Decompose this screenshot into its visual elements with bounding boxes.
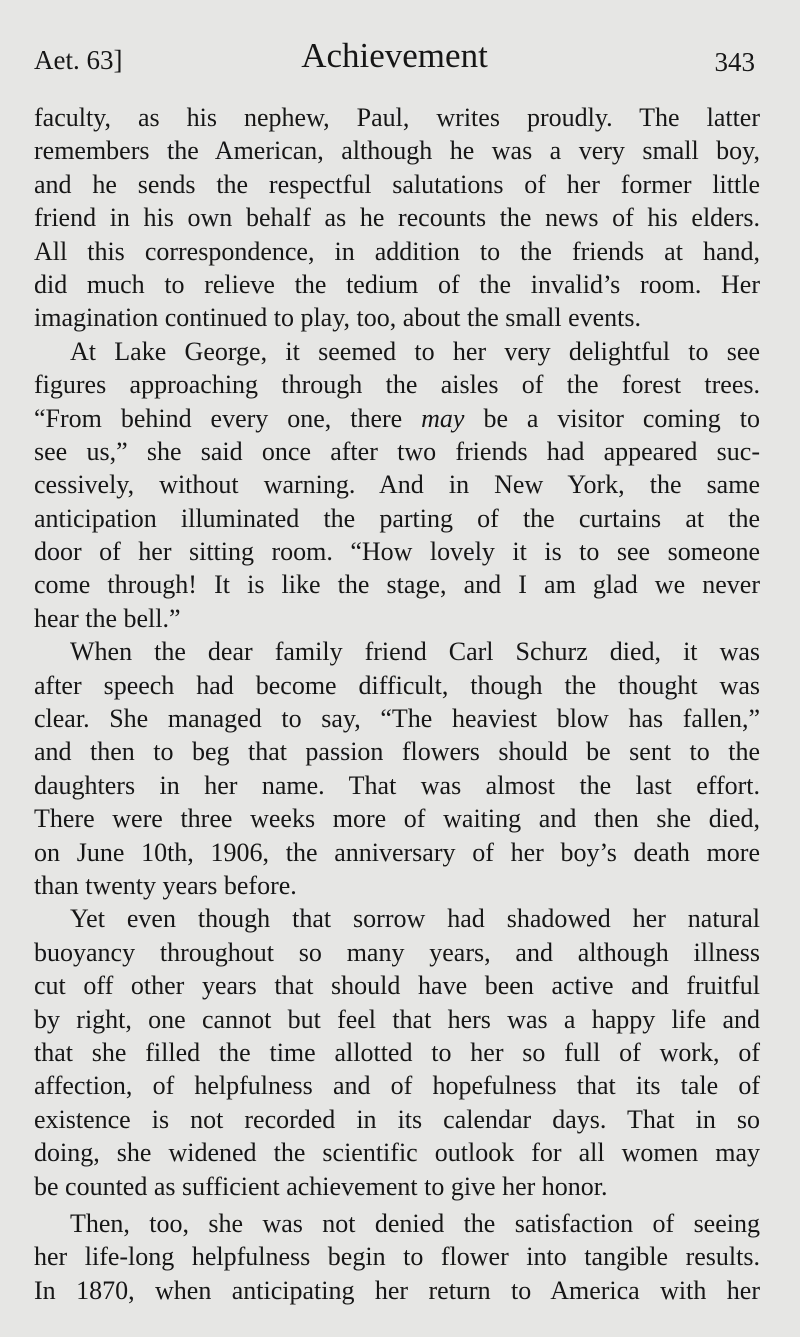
text-line: by right, one cannot but feel that hers was a happy life and — [34, 1004, 760, 1034]
text-line: come through! It is like the stage, and I am glad we never — [34, 570, 760, 600]
text-line: anticipation illuminated the parting of the curtains at the — [34, 503, 760, 533]
paragraph-first-line: Yet even though that sorrow had shadowed her natural — [70, 904, 760, 934]
text-fragment: “From behind every one, there — [34, 403, 422, 433]
text-line: and he sends the respectful salutations of her former little — [34, 169, 760, 199]
text-line: existence is not recorded in its calendar days. That in so — [34, 1104, 760, 1134]
text-line: be counted as sufficient achievement to give her honor. — [34, 1171, 608, 1201]
paragraph-first-line: Then, too, she was not denied the satisfaction of seeing — [70, 1208, 760, 1238]
text-line: friend in his own behalf as he recounts the news of his elders. — [34, 203, 760, 233]
text-line: see us,” she said once after two friends had appeared suc- — [34, 436, 760, 466]
text-line: doing, she widened the scientific outlook for all women may — [34, 1138, 760, 1168]
text-line: In 1870, when anticipating her return to America with her — [34, 1275, 760, 1305]
text-line: did much to relieve the tedium of the invalid’s room. Her — [34, 269, 760, 299]
text-line: All this correspondence, in addition to the friends at hand, — [34, 236, 760, 266]
text-line: affection, of helpfulness and of hopefulness that its tale of — [34, 1071, 760, 1101]
emphasis: may — [421, 403, 465, 433]
text-line: that she filled the time allotted to her so full of work, of — [34, 1037, 760, 1067]
text-line — [34, 402, 760, 435]
text-line: clear. She managed to say, “The heaviest blow has fallen,” — [34, 704, 760, 734]
text-line: and then to beg that passion flowers should be sent to the — [34, 737, 760, 767]
text-line: buoyancy throughout so many years, and although illness — [34, 937, 760, 967]
page-number: 343 — [714, 47, 755, 77]
text-line: cut off other years that should have been active and fruitful — [34, 971, 760, 1001]
text-line: figures approaching through the aisles of the forest trees. — [34, 370, 760, 400]
text-fragment: be a visitor coming to — [464, 403, 760, 433]
text-line: after speech had become difficult, though the thought was — [34, 670, 760, 700]
text-line: cessively, without warning. And in New York, the same — [34, 470, 760, 500]
text-line: than twenty years before. — [34, 870, 297, 900]
text-line: There were three weeks more of waiting and then she died, — [34, 804, 760, 834]
text-line: remembers the American, although he was a very small boy, — [34, 136, 760, 166]
text-line: imagination continued to play, too, about the small events. — [34, 303, 642, 333]
text-line: on June 10th, 1906, the anniversary of her boy’s death more — [34, 837, 760, 867]
text-line: daughters in her name. That was almost the last effort. — [34, 770, 760, 800]
body-text — [34, 101, 760, 1307]
running-header — [34, 30, 755, 80]
text-line: door of her sitting room. “How lovely it is to see someone — [34, 537, 760, 567]
paragraph-first-line: At Lake George, it seemed to her very delightful to see — [70, 336, 760, 366]
paragraph-first-line: When the dear family friend Carl Schurz died, it was — [70, 637, 760, 667]
text-line: hear the bell.” — [34, 603, 181, 633]
text-line: faculty, as his nephew, Paul, writes proudly. The latter — [34, 103, 760, 132]
running-head-age: Aet. 63] — [34, 45, 123, 75]
chapter-title: Achievement — [301, 36, 488, 75]
text-line: her life-long helpfulness begin to flower into tangible results. — [34, 1242, 760, 1272]
